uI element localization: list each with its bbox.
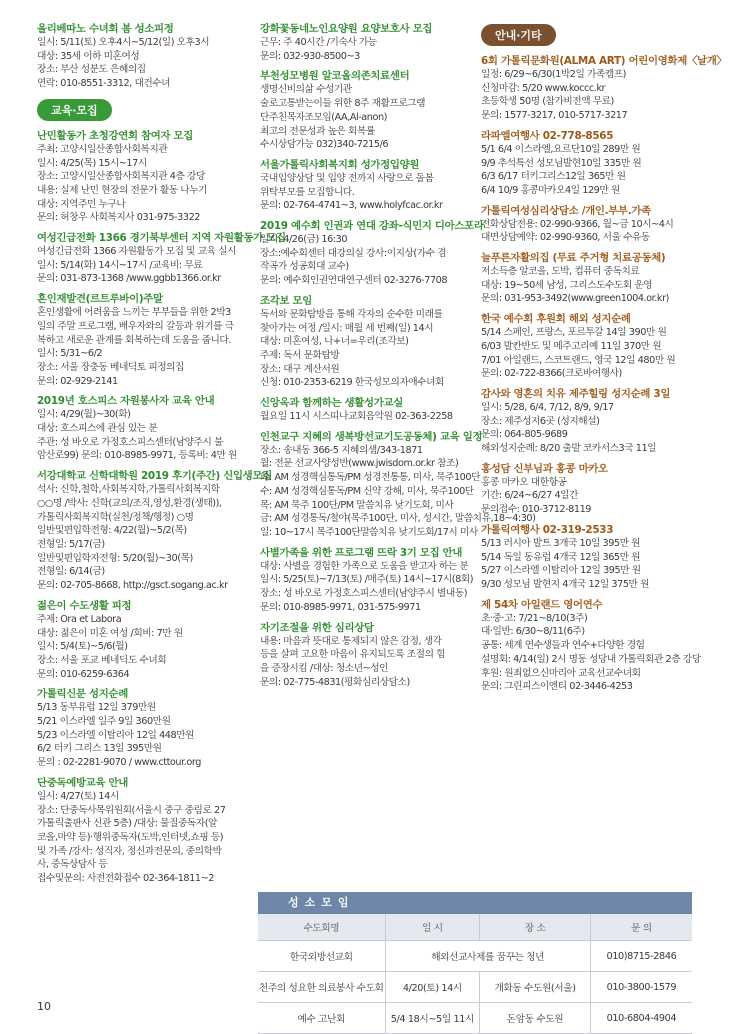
- notice-title: 젊은이 수도생활 피정: [37, 599, 132, 612]
- notice-entry: [481, 462, 703, 517]
- notice-line: 일시: 4/25(목) 15시~17시: [37, 157, 147, 169]
- notice-title: 6회 가톨릭문화원(ALMA ART) 어린이영화제〈날개〉: [481, 55, 727, 67]
- notice-line: 5/23 이스라엘 이탈리아 12일 448만원: [37, 729, 195, 741]
- notice-line: 가톨릭출판사 신관 5층) /대상: 물질중독자(알: [37, 818, 217, 830]
- notice-line: 신청마감: 5/20 www.koccc.kr: [481, 82, 606, 94]
- page-number: 10: [37, 1000, 51, 1013]
- notice-line: 문의: 02-764-4741~3, www.holyfcac.or.kr: [260, 200, 443, 212]
- notice-line: 독서와 문화탐방을 통해 각자의 순수한 미래를: [260, 308, 443, 320]
- notice-entry: [481, 387, 703, 456]
- notice-line: 작곡가 성공회대 교수): [260, 261, 349, 273]
- notice-title: 2019 예수회 인권과 연대 강좌-식민지 디아스포라: [260, 220, 484, 233]
- notice-line: 대상: 미혼여성, 나+너=우리(조각보): [260, 336, 409, 348]
- notice-line: 전형일: 6/14(금): [37, 566, 105, 578]
- col-header-order: 수도회명: [258, 914, 385, 941]
- notice-line: 해외성지순례: 8/20 출발 코카서스3국 11일: [481, 443, 657, 455]
- notice-line: 5/27 이스라엘 이탈리아 12일 395만 원: [481, 565, 641, 577]
- row-contact: 010-3800-1579: [590, 972, 692, 1003]
- notice-line: 일반및편입학자전형: 5/20(월)~30(목): [37, 552, 193, 564]
- notice-title: 신앙옥과 함께하는 생활성가교실: [260, 397, 403, 410]
- notice-line: 문의: 010-6259-6364: [37, 668, 130, 680]
- notice-line: 사, 중독상담사 등: [37, 859, 108, 871]
- notice-line: 문의: 그린피스이엔티 02-3446-4253: [481, 681, 633, 693]
- notice-title: 자기조절을 위한 심리상담: [260, 621, 374, 634]
- notice-line: 대상: 호스피스에 관심 있는 분: [37, 423, 158, 435]
- notice-line: 문의: 예수회인권연대연구센터 02-3276-7708: [260, 275, 448, 287]
- notice-line: 등을 살펴 고요한 마음이 유지되도록 조절의 힘: [260, 649, 446, 661]
- notice-line: 수시상담가능 032)340-7215/6: [260, 139, 389, 151]
- notice-line: 여성긴급전화 1366 자원활동가 모집 및 교육 실시: [37, 246, 236, 258]
- notice-line: 초등학생 50명 (참가비전액 무료): [481, 96, 614, 108]
- notice-line: 문의: 010-8985-9971, 031-575-9971: [260, 601, 421, 613]
- notice-line: 장소: 제주성지6곳 (성지해설): [481, 415, 600, 427]
- notice-line: 장소:예수회센터 대강의실 강사:이지상(가수 겸: [260, 247, 447, 259]
- notice-line: 코올,마약 등)·행위중독자(도박,인터넷,쇼핑 등): [37, 831, 224, 843]
- notice-entry: [260, 294, 482, 390]
- notice-title: 난민활동가 초청강연회 참여자 모집: [37, 129, 194, 142]
- notice-line: 문의: 02-775-4831(평화심리상담소): [260, 676, 410, 688]
- notice-entry: [481, 598, 703, 694]
- notice-line: 문의 : 02-2281-9070 / www.cttour.org: [37, 757, 201, 769]
- notice-line: 6/2 터키 그리스 13일 395만원: [37, 743, 162, 755]
- notice-title: 2019년 호스피스 자원봉사자 교육 안내: [37, 395, 215, 408]
- notice-line: 문의: 031-873-1368 /www.ggbb1366.or.kr: [37, 273, 221, 285]
- notice-line: 암산로99) 문의: 010-8985-9971, 등록비: 4만 원: [37, 450, 237, 462]
- notice-title: 홍성담 신부님과 홍콩 마카오: [481, 462, 608, 475]
- notice-line: 5/14 스페인, 프랑스, 포르투갈 14일 390만 원: [481, 327, 667, 339]
- notice-title: 한국 예수회 후원회 해외 성지순례: [481, 313, 631, 326]
- notice-line: 대상: 35세 이하 미혼여성: [37, 50, 140, 62]
- notice-entry: [260, 69, 482, 152]
- notice-title: 가톨릭여성심리상담소 /개인.부부.가족: [481, 204, 651, 217]
- notice-title: 서울가톨릭사회복지회 성가정입양원: [260, 158, 420, 171]
- notice-line: 내용: 마음과 뜻대로 통제되지 않은 감정, 생각: [260, 635, 442, 647]
- vocation-table: [258, 914, 692, 1034]
- notice-line: 5/21 이스라엘 일주 9일 360만원: [37, 716, 171, 728]
- notice-line: 주제: 독서 문화탐방: [260, 349, 340, 361]
- row-contact: 010)8715-2846: [590, 941, 692, 972]
- notice-title: 조각보 모임: [260, 294, 313, 307]
- notice-line: 대·일반: 6/30~8/11(6주): [481, 626, 585, 638]
- vocation-heading: 성소모임: [258, 892, 692, 914]
- notice-title: 인천교구 지혜의 생복방선교기도공동체) 교육 일정: [260, 430, 483, 443]
- notice-title: 가톨릭신문 성지순례: [37, 688, 128, 701]
- notice-line: 9/9 추석특선 성모님발현10일 335만 원: [481, 157, 642, 169]
- notice-line: 대상: 젊은이 미혼 여성 /회비: 7만 원: [37, 627, 183, 639]
- notice-line: 문의: 02-722-8366(크로바여행사): [481, 368, 622, 380]
- notice-title: 서강대학교 신학대학원 2019 후기(주간) 신입생모집: [37, 470, 272, 483]
- notice-line: 대상: 지역주민 누구나: [37, 198, 126, 210]
- notice-entry: [481, 312, 703, 381]
- notice-line: 7/01 아일랜드, 스코트랜드, 영국 12일 480만 원: [481, 354, 676, 366]
- notice-line: 후원: 원죄없으신마리아 교육선교수녀회: [481, 667, 641, 679]
- notice-line: 장소: 단중독사목위원회(서울시 중구 중림로 27: [37, 804, 226, 816]
- notice-title: 강화꽃동네노인요양원 요양보호사 모집: [260, 23, 433, 35]
- notice-line: 공통: 세계 연수생들과 연수+다양한 경험: [481, 640, 645, 652]
- notice-line: 및 가족 /강사: 성직자, 정신과전문의, 중의학박: [37, 845, 222, 857]
- row-order: 한국외방선교회: [258, 941, 385, 972]
- notice-line: 문의: 허창우 사회복지사 031-975-3322: [37, 212, 201, 224]
- notice-line: 초·중·고: 7/21~8/10(3주): [481, 612, 588, 624]
- notice-title: 단중독예방교육 안내: [37, 776, 128, 789]
- notice-entry: [37, 469, 272, 593]
- column-left: [37, 22, 286, 892]
- table-row: [258, 941, 692, 972]
- notice-line: 장소: 고양시일산종합사회복지관 4층 강당: [37, 171, 205, 183]
- notice-line: 장소: 서울 포교 베네딕도 수녀회: [37, 654, 167, 666]
- notice-line: 수: AM 성경핵심통독/PM 신약 강해, 미사, 묵주100단: [260, 485, 474, 497]
- notice-title: 부천성모병원 알코올의존치료센터: [260, 70, 410, 83]
- row-date: 5/4 18시~5일 11시: [385, 1003, 480, 1034]
- notice-line: 접수및문의: 사전전화접수 02-364-1811~2: [37, 873, 214, 885]
- notice-line: 내용: 실제 난민 현장의 전문가 활동 나누기: [37, 184, 208, 196]
- col-header-contact: 문 의: [590, 914, 692, 941]
- notice-line: 금: AM 성경통독/철야(목주100단, 미사, 성시간, 말씀치유,18~4:30): [260, 513, 536, 525]
- notice-entry: [260, 22, 482, 63]
- notice-line: 문의: 1577-3217, 010-5717-3217: [481, 110, 628, 122]
- notice-line: 대면상담예약: 02-990-9360, 서울 수유동: [481, 232, 650, 244]
- column-right: [481, 22, 727, 700]
- vocation-meeting-section: [258, 892, 692, 1034]
- notice-line: 장소: 성 바오로 가정호스피스센터(남양주시 별내동): [260, 588, 468, 600]
- section-pill-education: 교육·모집: [37, 99, 112, 121]
- notice-line: 연락: 010-8551-3312, 대건수녀: [37, 78, 171, 90]
- table-row: [258, 1003, 692, 1034]
- notice-line: 주관: 성 바오로 가정호스피스센터(남양주시 불: [37, 436, 223, 448]
- notice-entry: [481, 54, 727, 123]
- notice-line: 단주친목자조모임(AA,Al-anon): [260, 111, 387, 123]
- col-header-place: 장 소: [480, 914, 591, 941]
- notice-line: 문의: 02-929-2141: [37, 375, 118, 387]
- notice-line: 석사: 신학,철학,사회복지학,가톨릭사회복지학: [37, 484, 220, 496]
- row-order: 천주의 성요한 의료봉사 수도회: [258, 972, 385, 1003]
- notice-line: 일정: 6/29~6/30(1박2일 가족캠프): [481, 69, 626, 80]
- notice-line: 문의접수: 010-3712-8119: [481, 504, 592, 516]
- notice-line: ○○명 /박사: 신학(교의/조직,영성,환경(생태)),: [37, 497, 222, 509]
- notice-line: 5/13 동부유럽 12일 379만원: [37, 702, 156, 714]
- notice-entry: [481, 251, 703, 306]
- notice-line: 일시: 4/29(월)~30(화): [37, 409, 131, 421]
- notice-title: 늘푸른자활의집 (무료 주거형 치료공동체): [481, 252, 666, 265]
- notice-entry: [481, 129, 703, 198]
- notice-line: 5/1 6/4 이스라엘,요르단10일 289만 원: [481, 143, 641, 155]
- notice-line: 일시: 5/28, 6/4, 7/12, 8/9, 9/17: [481, 401, 614, 413]
- notice-line: 신청: 010-2353-6219 한국성모의자애수녀회: [260, 377, 444, 389]
- notice-line: 일시: 4/26(금) 16:30: [260, 234, 348, 246]
- notice-line: 일의 주말 프로그램, 배우자와의 갈등과 위기를 극: [37, 320, 234, 332]
- notice-line: 전화상담전용: 02-990-9366, 월~금 10시~4시: [481, 218, 674, 230]
- notice-line: 홍콩 마카오 대한항공: [481, 476, 567, 488]
- notice-line: 가톨릭사회복지학(실천/정책/행정) ○명: [37, 511, 194, 523]
- notice-line: 장소: 대구 계산서원: [260, 363, 340, 375]
- notice-entry: [481, 523, 703, 592]
- row-place: 개화동 수도원(서울): [480, 972, 591, 1003]
- notice-line: 문의: 02-705-8668, http://gsct.sogang.ac.kr: [37, 580, 228, 592]
- notice-line: 화: AM 성경핵심통독/PM 성경전통통, 미사, 묵주100단: [260, 472, 480, 484]
- notice-line: 주최: 고양시일산종합사회복지관: [37, 143, 168, 155]
- notice-line: 최고의 전문성과 높은 회복률: [260, 125, 375, 137]
- notice-line: 근무: 주 40시간 /기숙사 가능: [260, 37, 377, 48]
- notice-line: 장소: 송내동 366-5 지혜의샘/343-1871: [260, 444, 423, 456]
- notice-line: 일시: 5/31~6/2: [37, 348, 103, 360]
- notice-line: 5/13 러시아 발트 3개국 10일 395만 원: [481, 537, 641, 549]
- notice-line: 6/4 10/9 홍콩마카오4일 129만 원: [481, 184, 620, 196]
- notice-line: 문의: 032-930-8500~3: [260, 50, 360, 62]
- notice-entry: [37, 22, 259, 91]
- notice-line: 9/30 성모님 발현지 4개국 12일 375만 원: [481, 578, 650, 590]
- notice-entry: [260, 396, 482, 424]
- col-header-date: 일 시: [385, 914, 480, 941]
- notice-line: 위탁부모를 모집합니다.: [260, 186, 355, 198]
- notice-line: 일시: 5/11(토) 오후4시~5/12(일) 오후3시: [37, 37, 210, 48]
- notice-line: 월: 전문 선교사양성반(www.jwisdom.or.kr 참조): [260, 458, 459, 470]
- notice-entry: [37, 599, 259, 682]
- notice-line: 일시: 5/4(토)~5/6(월): [37, 641, 128, 653]
- row-date-place: 해외선교사제를 꿈꾸는 청년: [385, 941, 590, 972]
- notice-entry: [260, 546, 482, 615]
- notice-line: 전형일: 5/17(금): [37, 538, 105, 550]
- row-place: 돈암동 수도원: [480, 1003, 591, 1034]
- table-header-row: [258, 914, 692, 941]
- notice-entry: [260, 621, 482, 690]
- notice-line: 술로고통받는이들 위한 8주 재활프로그램: [260, 98, 426, 110]
- notice-line: 혼인생활에 어려움을 느끼는 부부들을 위한 2박3: [37, 307, 231, 319]
- notice-line: 6/3 6/17 터키그리스12일 365만 원: [481, 171, 626, 183]
- notice-line: 일시: 5/25(토)~7/13(토) /매주(토) 14시~17시(8회): [260, 574, 474, 586]
- notice-entry: [260, 158, 482, 213]
- notice-line: 일시: 4/27(토) 14시: [37, 790, 119, 802]
- notice-line: 장소: 부산 성분도 은혜의집: [37, 64, 146, 76]
- notice-entry: [37, 129, 259, 225]
- notice-line: 장소: 서울 장충동 베네딕토 피정의집: [37, 361, 184, 373]
- notice-line: 5/14 독일 동유럽 4개국 12일 365만 원: [481, 551, 641, 563]
- section-pill-info: 안내·기타: [481, 24, 556, 46]
- row-contact: 010-6804-4904: [590, 1003, 692, 1034]
- notice-title: 혼인재발견(르트루바이)주말: [37, 293, 163, 306]
- notice-line: 생명신비의삶 수성기관: [260, 84, 352, 96]
- table-row: [258, 972, 692, 1003]
- notice-line: 주제: Ora et Labora: [37, 613, 122, 625]
- notice-line: 복하고 새로운 관계를 회복하는데 도움을 줍니다.: [37, 334, 231, 346]
- notice-line: 일반및편입학전형: 4/22(월)~5/2(목): [37, 525, 187, 537]
- notice-line: 문의: 064-805-9689: [481, 429, 568, 441]
- notice-line: 일시: 5/14(화) 14시~17시 /교육비: 무료: [37, 259, 203, 271]
- notice-line: 기간: 6/24~6/27 4일간: [481, 490, 578, 502]
- notice-entry: [37, 292, 259, 388]
- notice-entry: [37, 394, 259, 463]
- notice-line: 월요일 11시 시스띠나교회음악원 02-363-2258: [260, 411, 453, 423]
- notice-entry: [37, 231, 286, 286]
- notice-line: 문의: 031-953-3492(www.green1004.or.kr): [481, 293, 669, 305]
- notice-line: 설명회: 4/14(일) 2시 명동 성당내 가톨릭회관 2층 강당: [481, 653, 701, 665]
- notice-line: 찾아가는 여정 /일시: 매월 세 번째(일) 14시: [260, 322, 434, 334]
- notice-line: 을 증장시킴 /대상: 청소년~성인: [260, 662, 389, 674]
- notice-line: 일: 10~17시 목주100단말씀치유 낮기도회/17시 미사: [260, 526, 478, 538]
- notice-title: 사별가족을 위한 프로그램 뜨락 3기 모집 안내: [260, 546, 463, 559]
- notice-entry: [260, 219, 482, 288]
- notice-line: 저소득층 알코올, 도박, 컴퓨터 중독치료: [481, 266, 640, 278]
- notice-line: 목: AM 묵주 100단/PM 말씀치유 낮기도회, 미사: [260, 499, 454, 511]
- row-date: 4/20(토) 14시: [385, 972, 480, 1003]
- notice-entry: [37, 776, 259, 886]
- notice-line: 대상: 사별을 경험한 가족으로 도움을 받고자 하는 분: [260, 560, 469, 572]
- notice-line: 국내입양상담 및 입양 전까지 사랑으로 돌봄: [260, 172, 434, 184]
- notice-entry: [37, 687, 259, 770]
- notice-entry: [481, 204, 703, 245]
- notice-line: 대상: 19~50세 남성, 그리스도수도회 운영: [481, 279, 653, 291]
- notice-title: 제 54차 아일랜드 영어연수: [481, 598, 603, 611]
- row-order: 예수 고난회: [258, 1003, 385, 1034]
- notice-title: 가톨릭여행사 02-319-2533: [481, 523, 614, 536]
- notice-title: 올리베따노 수녀회 봄 성소피정: [37, 23, 174, 35]
- notice-title: 감사와 영혼의 치유 제주힐링 성지순례 3일: [481, 387, 671, 400]
- notice-title: 여성긴급전화 1366 경기북부센터 지역 자원활동가 모집: [37, 232, 286, 245]
- notice-title: 라파엘여행사 02-778-8565: [481, 129, 614, 142]
- notice-line: 6/03 발칸반도 및 메주고리예 11일 370만 원: [481, 340, 662, 352]
